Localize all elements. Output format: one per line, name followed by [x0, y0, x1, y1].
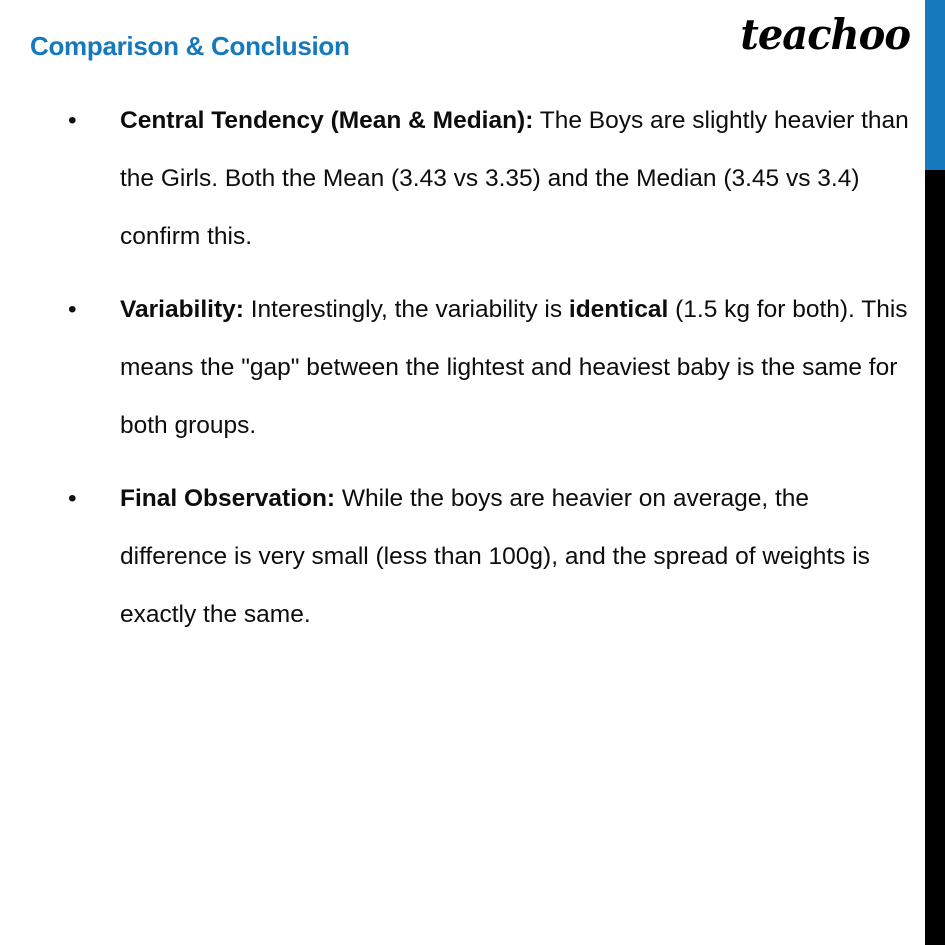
list-item-body: While the boys are heavier on average, the difference is very small (less than 100g), and the spread of weights is exactly the same.: [120, 485, 870, 628]
page-title: Comparison & Conclusion: [30, 31, 350, 61]
bullet-dot-icon: •: [68, 296, 77, 323]
list-item: [0, 281, 945, 455]
list-item-text: [120, 470, 913, 644]
list-item-body: The Boys are slightly heavier than the Girls. Both the Mean (3.43 vs 3.35) and the Median (3.45 vs 3.4) confirm this.: [120, 107, 909, 250]
bullet-dot-icon: •: [68, 485, 77, 512]
conclusion-bullet-list: [0, 92, 945, 659]
list-item-body: Interestingly, the variability is: [243, 296, 569, 323]
list-item-emphasis: identical: [568, 296, 669, 323]
list-item-body-cont: (1.5 kg for both). This means the "gap" between the lightest and heaviest baby is the same for both groups.: [120, 296, 908, 439]
list-item: [0, 470, 945, 644]
list-item: [0, 92, 945, 266]
list-item-text: [120, 92, 913, 266]
list-item-lead: Final Observation:: [120, 485, 336, 512]
list-item-text: [120, 281, 913, 455]
bullet-dot-icon: •: [68, 107, 77, 134]
list-item-lead: Variability:: [120, 296, 244, 323]
list-item-lead: Central Tendency (Mean & Median):: [120, 107, 534, 134]
teachoo-logo: teachoo: [740, 9, 910, 60]
